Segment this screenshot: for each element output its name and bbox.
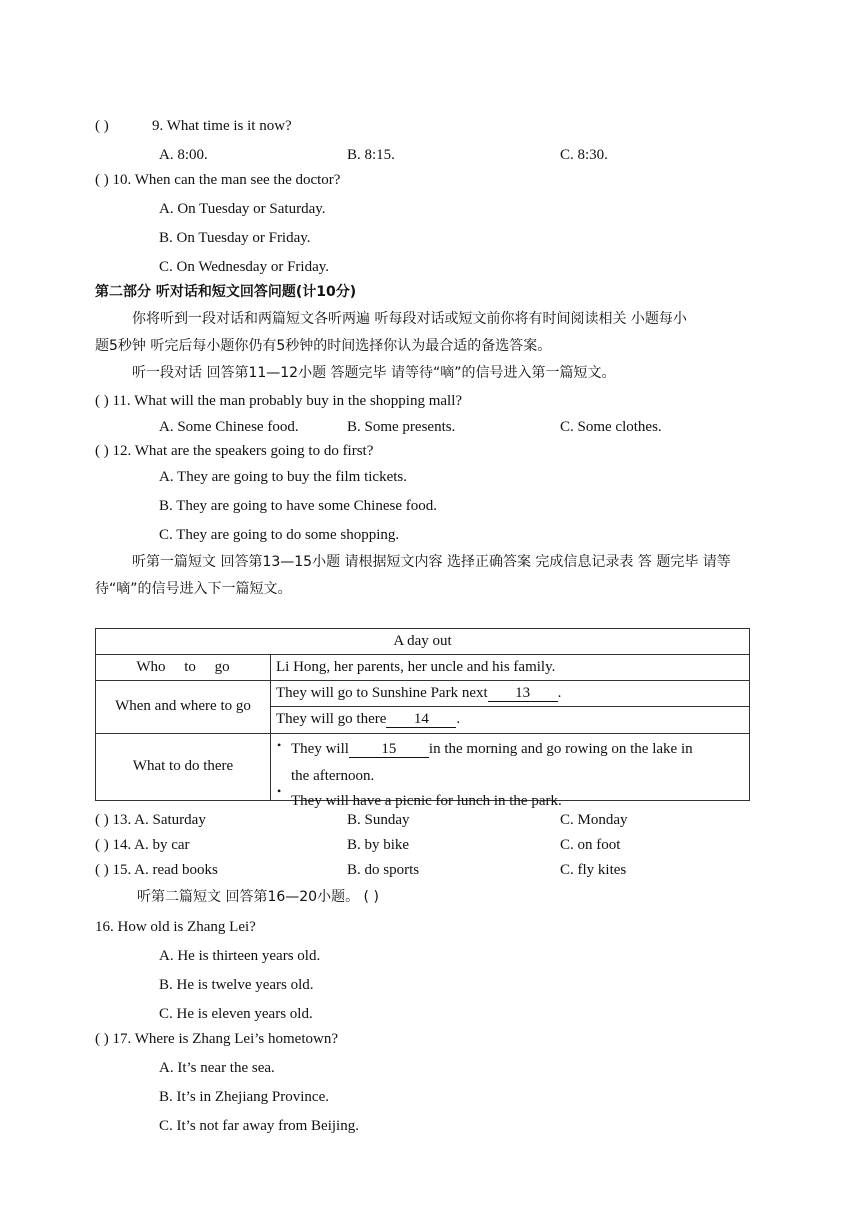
when-value-line1-text: They will go to Sunshine Park next: [276, 685, 488, 702]
q16-option-a: A. He is thirteen years old.: [159, 948, 321, 964]
passage1-instruction-line2: 待“嘀”的信号进入下一篇短文。: [95, 581, 292, 597]
bullet-2: •: [277, 783, 282, 798]
what-label: [96, 733, 271, 800]
part2-heading: 第二部分 听对话和短文回答问题(计10分): [95, 284, 357, 300]
blank-13: 13: [488, 685, 558, 702]
part2-intro-line2: 题5秒钟 听完后每小题你仍有5秒钟的时间选择你认为最合适的备选答案。: [95, 338, 552, 354]
info-record-table: [95, 628, 750, 809]
passage2-instruction: 听第二篇短文 回答第16—20小题。 ( ): [137, 889, 379, 905]
q11-question: ( ) 11. What will the man probably buy in the shopping mall?: [95, 393, 463, 409]
passage1-instruction-line1: 听第一篇短文 回答第13—15小题 请根据短文内容 选择正确答案 完成信息记录表 答 题完毕 请等: [132, 554, 731, 570]
q9-option-c: C. 8:30.: [560, 147, 608, 163]
what-label-text: What to do there: [132, 758, 234, 775]
table-title: A day out: [96, 629, 750, 655]
q15-question: ( ) 15. A. read books: [95, 862, 218, 878]
what-value-line2: They will have a picnic for lunch in the park.: [291, 792, 562, 809]
q9-option-a: A. 8:00.: [159, 147, 208, 163]
q11-option-a: A. Some Chinese food.: [159, 419, 299, 435]
q17-option-a: A. It’s near the sea.: [159, 1060, 275, 1076]
what-value-line1-cont: the afternoon.: [291, 767, 375, 784]
who-label-text: Who to go: [136, 659, 230, 676]
q16-option-b: B. He is twelve years old.: [159, 977, 314, 993]
q14-question: ( ) 14. A. by car: [95, 837, 190, 853]
q13-option-b: B. Sunday: [347, 812, 410, 828]
when-value-line2: They will go there 14 .: [271, 707, 750, 733]
q14-option-c: C. on foot: [560, 837, 621, 853]
part2-intro-line1: 你将听到一段对话和两篇短文各听两遍 听每段对话或短文前你将有时间阅读相关 小题每小: [132, 311, 687, 327]
bullet-1: •: [277, 737, 282, 752]
q13-question: ( ) 13. A. Saturday: [95, 812, 206, 828]
q15-option-b: B. do sports: [347, 862, 420, 878]
dialog-instruction: 听一段对话 回答第11—12小题 答题完毕 请等待“嘀”的信号进入第一篇短文。: [132, 365, 616, 381]
q10-question: ( ) 10. When can the man see the doctor?: [95, 172, 341, 188]
q10-option-b: B. On Tuesday or Friday.: [159, 230, 311, 246]
q17-question: ( ) 17. Where is Zhang Lei’s hometown?: [95, 1031, 338, 1047]
q16-option-c: C. He is eleven years old.: [159, 1006, 313, 1022]
q9-question: 9. What time is it now?: [152, 118, 292, 134]
blank-14: 14: [386, 711, 456, 728]
q11-option-b: B. Some presents.: [347, 419, 456, 435]
q10-option-c: C. On Wednesday or Friday.: [159, 259, 330, 275]
q14-option-b: B. by bike: [347, 837, 410, 853]
what-value-line1-post: in the morning and go rowing on the lake in: [428, 740, 693, 757]
q12-option-b: B. They are going to have some Chinese food.: [159, 498, 437, 514]
q12-question: ( ) 12. What are the speakers going to do first?: [95, 443, 374, 459]
who-label: [96, 655, 271, 681]
what-value-line1-pre: They will: [291, 740, 349, 757]
q9-answer-bracket: ( ): [95, 118, 109, 134]
q13-option-c: C. Monday: [560, 812, 628, 828]
q12-option-a: A. They are going to buy the film tickets.: [159, 469, 408, 485]
q15-option-c: C. fly kites: [560, 862, 627, 878]
q17-option-c: C. It’s not far away from Beijing.: [159, 1118, 359, 1134]
when-value-line2-text: They will go there: [276, 711, 387, 728]
q17-option-b: B. It’s in Zhejiang Province.: [159, 1089, 329, 1105]
q10-option-a: A. On Tuesday or Saturday.: [159, 201, 326, 217]
q11-option-c: C. Some clothes.: [560, 419, 662, 435]
blank-15: 15: [349, 741, 429, 758]
who-value-text: Li Hong, her parents, her uncle and his family.: [276, 659, 556, 676]
q12-option-c: C. They are going to do some shopping.: [159, 527, 400, 543]
who-value: [271, 655, 750, 681]
q9-option-b: B. 8:15.: [347, 147, 395, 163]
when-where-label-text: When and where to go: [115, 698, 251, 715]
when-value-line1: They will go to Sunshine Park next 13 .: [271, 681, 750, 707]
q16-question: 16. How old is Zhang Lei?: [95, 919, 256, 935]
what-value: [271, 733, 750, 809]
when-where-label: [96, 681, 271, 733]
